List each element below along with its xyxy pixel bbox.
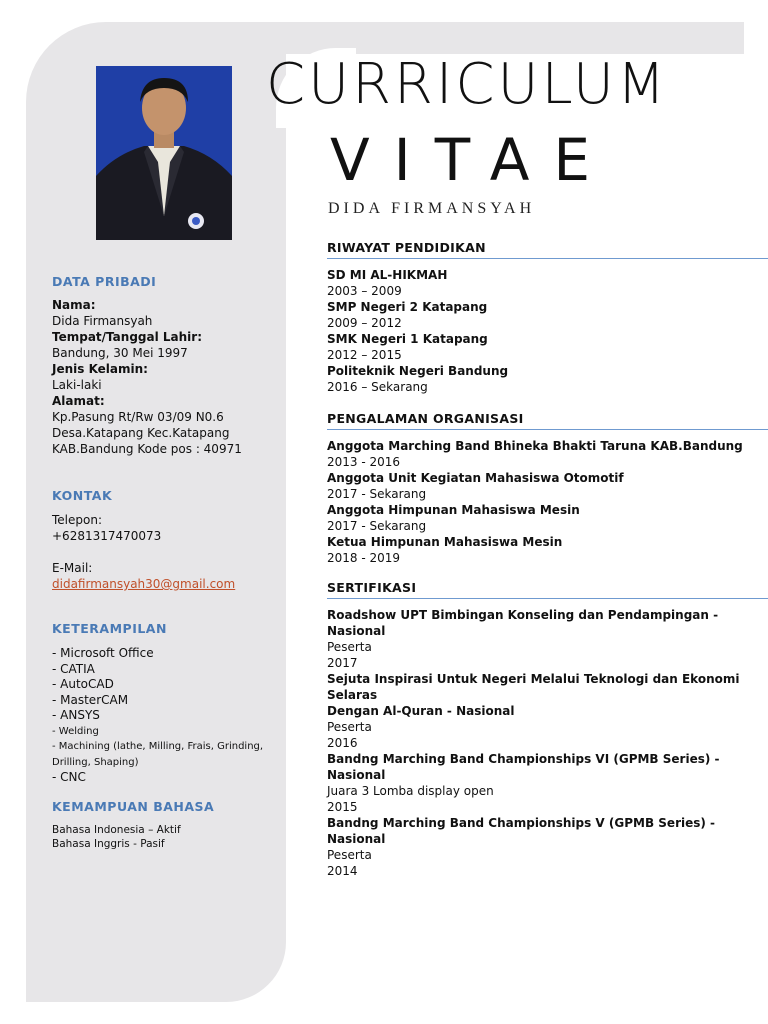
certification-name: Roadshow UPT Bimbingan Konseling dan Pendampingan - Nasional [327,608,719,638]
organization-name: Anggota Himpunan Mahasiswa Mesin [327,503,580,517]
alamat-line2: Desa.Katapang Kec.Katapang [52,426,230,440]
telepon-label: Telepon: [52,513,102,527]
organization-years: 2013 - 2016 [327,455,401,469]
alamat-line1: Kp.Pasung Rt/Rw 03/09 N0.6 [52,410,224,424]
section-heading-pendidikan: RIWAYAT PENDIDIKAN [327,240,768,259]
organization-name: Ketua Himpunan Mahasiswa Mesin [327,535,563,549]
email-link[interactable]: didafirmansyah30@gmail.com [52,577,236,591]
organization-years: 2017 - Sekarang [327,519,427,533]
certification-year: 2015 [327,800,358,814]
education-list [327,267,757,395]
skill-item: - MasterCAM [52,692,129,707]
organization-years: 2018 - 2019 [327,551,401,565]
education-years: 2016 – Sekarang [327,380,428,394]
education-years: 2003 – 2009 [327,284,402,298]
header-bar [200,22,744,54]
skill-item: - ANSYS [52,708,100,722]
certification-name: Sejuta Inspirasi Untuk Negeri Melalui Teknologi dan Ekonomi Selaras [327,672,740,702]
profile-photo [96,66,232,240]
section-heading-organisasi: PENGALAMAN ORGANISASI [327,411,768,430]
organization-years: 2017 - Sekarang [327,487,427,501]
skill-item: - CATIA [52,661,95,676]
telepon-value: +6281317470073 [52,529,162,543]
education-years: 2009 – 2012 [327,316,402,330]
nama-label: Nama: [52,298,96,312]
ttl-value: Bandung, 30 Mei 1997 [52,346,188,360]
email-label: E-Mail: [52,561,93,575]
language-list [52,823,181,851]
kontak-block [52,512,235,592]
section-heading-data-pribadi: DATA PRIBADI [52,274,157,289]
certification-role: Juara 3 Lomba display open [327,784,494,798]
skill-item: - Microsoft Office [52,646,154,660]
nama-value: Dida Firmansyah [52,314,153,328]
certification-year: 2016 [327,736,358,750]
organization-list [327,438,757,566]
skills-list [52,646,263,786]
cv-title-line2: VITAE [330,126,615,194]
education-name: SMK Negeri 1 Katapang [327,332,488,346]
skill-item: Drilling, Shaping) [52,756,139,768]
certification-role: Peserta [327,640,372,654]
alamat-label: Alamat: [52,394,105,408]
alamat-line3: KAB.Bandung Kode pos : 40971 [52,442,242,456]
language-item: Bahasa Indonesia – Aktif [52,824,181,836]
data-pribadi-block [52,297,242,457]
certification-role: Peserta [327,848,372,862]
certification-year: 2017 [327,656,358,670]
skill-item: - AutoCAD [52,677,114,691]
skill-item: - Welding [52,725,99,737]
certification-name: Bandng Marching Band Championships VI (GPMB Series) - Nasional [327,752,720,782]
jk-label: Jenis Kelamin: [52,362,148,376]
cv-title-line1: CURRICULUM [266,52,669,117]
language-item: Bahasa Inggris - Pasif [52,838,165,850]
ttl-label: Tempat/Tanggal Lahir: [52,330,203,344]
section-heading-bahasa: KEMAMPUAN BAHASA [52,799,215,814]
organization-name: Anggota Unit Kegiatan Mahasiswa Otomotif [327,471,624,485]
certification-list [327,607,757,879]
certification-year: 2014 [327,864,358,878]
skill-item: - CNC [52,770,86,784]
certification-role: Peserta [327,720,372,734]
certification-name-cont: Dengan Al-Quran - Nasional [327,704,515,718]
education-years: 2012 – 2015 [327,348,402,362]
education-name: Politeknik Negeri Bandung [327,364,509,378]
jk-value: Laki-laki [52,378,102,392]
section-heading-keterampilan: KETERAMPILAN [52,621,167,636]
skill-item: - Machining (lathe, Milling, Frais, Grinding, [52,741,264,752]
full-name: DIDA FIRMANSYAH [328,200,536,217]
certification-name: Bandng Marching Band Championships V (GPMB Series) - Nasional [327,816,716,846]
organization-name: Anggota Marching Band Bhineka Bhakti Taruna KAB.Bandung [327,439,743,453]
education-name: SD MI AL-HIKMAH [327,268,448,282]
section-heading-kontak: KONTAK [52,488,113,503]
education-name: SMP Negeri 2 Katapang [327,300,488,314]
section-heading-sertifikasi: SERTIFIKASI [327,580,768,599]
